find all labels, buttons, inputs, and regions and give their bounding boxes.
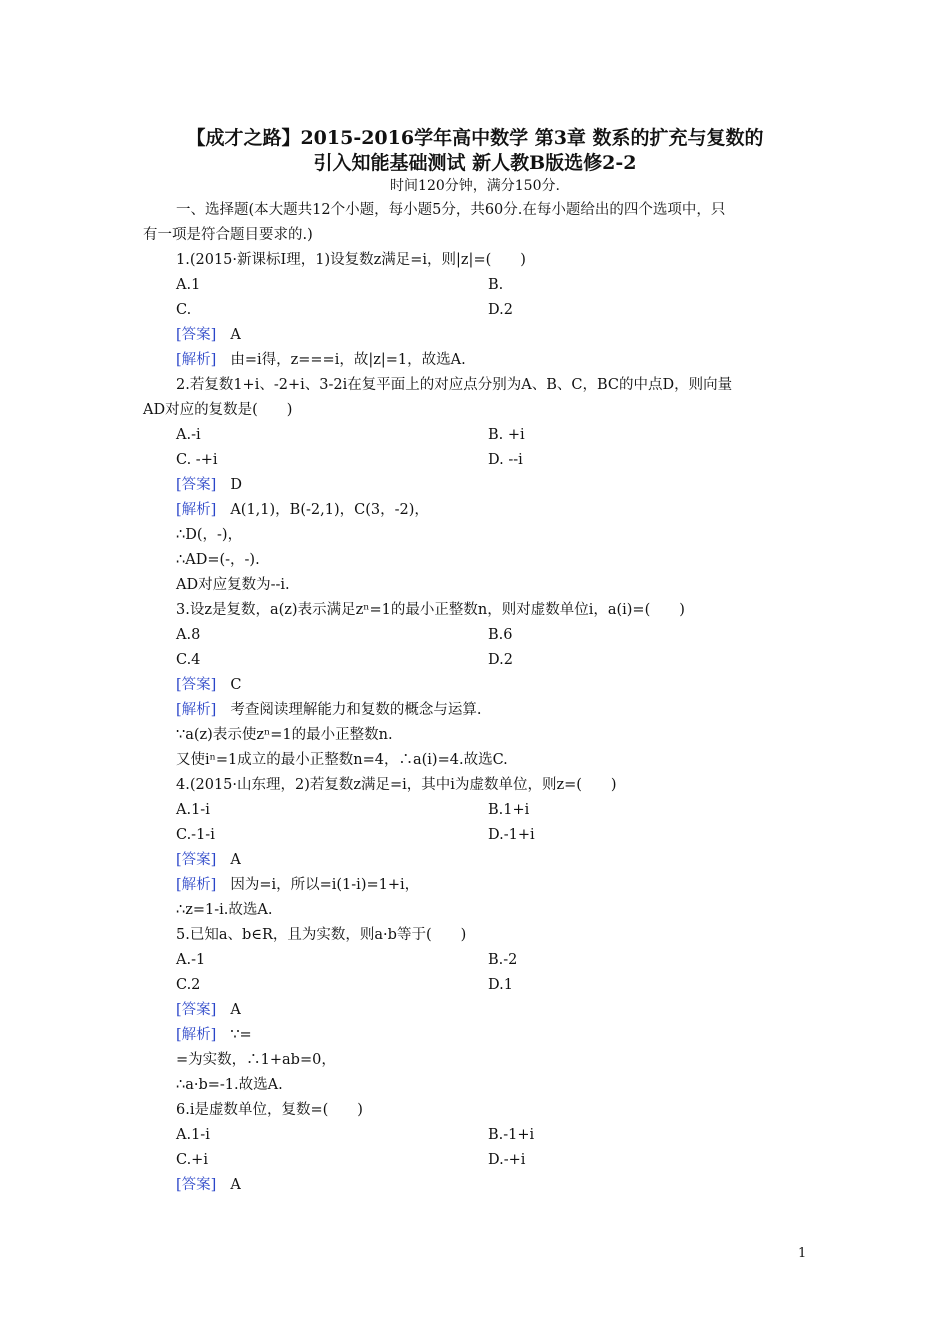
answer-label: [答案] <box>176 677 217 693</box>
q3-stem: 3.设z是复数，a(z)表示满足zⁿ=1的最小正整数n，则对虚数单位i，a(i)=( ) <box>176 602 685 618</box>
q1-answer-value: A <box>230 327 241 343</box>
q2-analysis <box>176 500 429 520</box>
q1-analysis-text: 由=i得，z===i，故|z|=1，故选A. <box>230 352 466 368</box>
q2-step1: ∴D(，-)， <box>176 527 243 543</box>
q6-option-b: B.-1+i <box>488 1127 535 1143</box>
q6-answer <box>176 1175 241 1195</box>
q3-answer <box>176 675 241 695</box>
q2-answer-value: D <box>230 477 242 493</box>
q2-stem-line1: 2.若复数1+i、-2+i、3-2i在复平面上的对应点分别为A、B、C，BC的中点D，则向量 <box>176 377 733 393</box>
q4-step1: ∴z=1-i.故选A. <box>176 902 273 918</box>
q4-analysis-text: 因为=i，所以=i(1-i)=1+i， <box>230 877 420 893</box>
document-title-line1: 【成才之路】2015-2016学年高中数学 第3章 数系的扩充与复数的 <box>186 127 764 149</box>
q1-option-d: D.2 <box>488 302 513 318</box>
q3-step1: ∵a(z)表示使zⁿ=1的最小正整数n. <box>176 727 393 743</box>
answer-label: [答案] <box>176 477 217 493</box>
q6-stem: 6.i是虚数单位，复数=( ) <box>176 1102 363 1118</box>
answer-label: [答案] <box>176 852 217 868</box>
q6-option-d: D.-+i <box>488 1152 526 1168</box>
answer-label: [答案] <box>176 327 217 343</box>
q2-option-b: B. +i <box>488 427 525 443</box>
q3-step2: 又使iⁿ=1成立的最小正整数n=4，∴a(i)=4.故选C. <box>176 752 508 768</box>
q4-answer-value: A <box>230 852 241 868</box>
q4-option-d: D.-1+i <box>488 827 535 843</box>
q3-analysis-text: 考查阅读理解能力和复数的概念与运算. <box>230 702 482 718</box>
time-and-score: 时间120分钟，满分150分. <box>390 178 560 194</box>
q5-step2: ∴a·b=-1.故选A. <box>176 1077 283 1093</box>
q5-stem: 5.已知a、b∈R，且为实数，则a·b等于( ) <box>176 927 467 943</box>
q5-step1: =为实数，∴1+ab=0， <box>176 1052 336 1068</box>
q6-option-a: A.1-i <box>176 1127 210 1143</box>
q4-stem: 4.(2015·山东理，2)若复数z满足=i，其中i为虚数单位，则z=( ) <box>176 777 617 793</box>
analysis-label: [解析] <box>176 352 217 368</box>
answer-label: [答案] <box>176 1177 217 1193</box>
q3-answer-value: C <box>230 677 242 693</box>
q2-step2: ∴AD=(-，-). <box>176 552 260 568</box>
analysis-label: [解析] <box>176 877 217 893</box>
q3-option-d: D.2 <box>488 652 513 668</box>
q4-answer <box>176 850 241 870</box>
q2-answer <box>176 475 242 495</box>
page-number: 1 <box>798 1246 807 1261</box>
q1-answer <box>176 325 241 345</box>
section-intro-line1: 一、选择题(本大题共12个小题，每小题5分，共60分.在每小题给出的四个选项中，只 <box>176 202 726 218</box>
document-title-line2: 引入知能基础测试 新人教B版选修2-2 <box>313 152 637 174</box>
q4-option-c: C.-1-i <box>176 827 215 843</box>
q5-answer-value: A <box>230 1002 241 1018</box>
q3-option-b: B.6 <box>488 627 513 643</box>
q2-option-c: C. -+i <box>176 452 218 468</box>
q4-option-b: B.1+i <box>488 802 530 818</box>
q3-analysis <box>176 700 481 720</box>
q2-option-d: D. --i <box>488 452 523 468</box>
q5-option-c: C.2 <box>176 977 201 993</box>
analysis-label: [解析] <box>176 502 217 518</box>
q4-option-a: A.1-i <box>176 802 210 818</box>
q2-step3: AD对应复数为--i. <box>176 577 290 593</box>
q2-stem-line2: AD对应的复数是( ) <box>143 402 293 418</box>
section-intro-line2: 有一项是符合题目要求的.) <box>143 227 313 243</box>
q5-analysis <box>176 1025 252 1045</box>
q2-option-a: A.-i <box>176 427 201 443</box>
q1-option-b: B. <box>488 277 504 293</box>
q3-option-c: C.4 <box>176 652 201 668</box>
q6-option-c: C.+i <box>176 1152 208 1168</box>
q1-option-c: C. <box>176 302 192 318</box>
q5-analysis-text: ∵= <box>230 1027 252 1043</box>
q2-analysis-text: A(1,1)，B(-2,1)，C(3，-2)， <box>230 502 429 518</box>
answer-label: [答案] <box>176 1002 217 1018</box>
q5-option-a: A.-1 <box>176 952 206 968</box>
q4-analysis <box>176 875 419 895</box>
q5-answer <box>176 1000 241 1020</box>
q5-option-d: D.1 <box>488 977 513 993</box>
q5-option-b: B.-2 <box>488 952 518 968</box>
q3-option-a: A.8 <box>176 627 201 643</box>
q6-answer-value: A <box>230 1177 241 1193</box>
q1-stem: 1.(2015·新课标Ⅰ理，1)设复数z满足=i，则|z|=( ) <box>176 252 526 268</box>
q1-option-a: A.1 <box>176 277 201 293</box>
analysis-label: [解析] <box>176 702 217 718</box>
q1-analysis <box>176 350 466 370</box>
analysis-label: [解析] <box>176 1027 217 1043</box>
